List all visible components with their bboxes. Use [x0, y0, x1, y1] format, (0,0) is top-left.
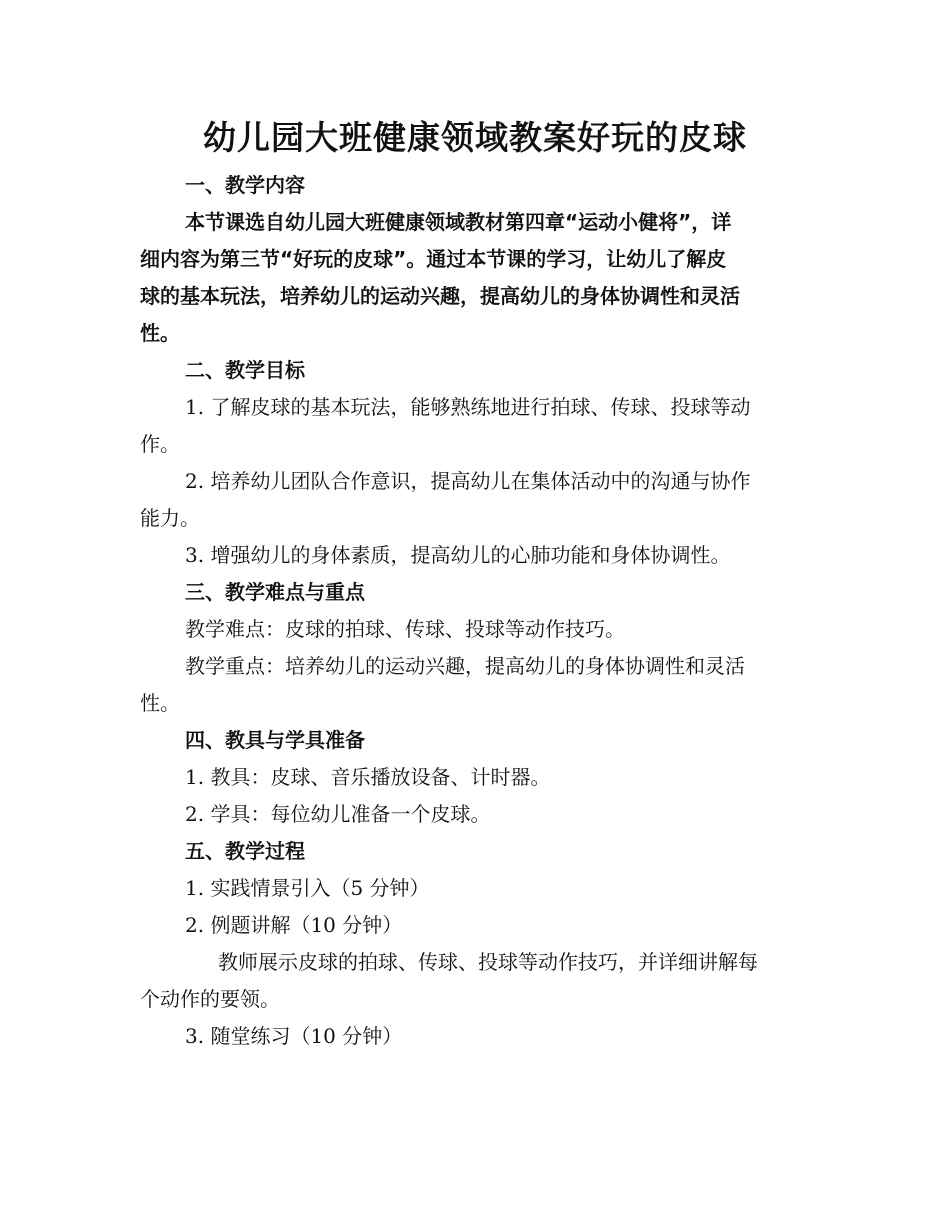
section-heading-key-points: 三、教学难点与重点: [185, 580, 365, 604]
key-point-text: 教学重点：培养幼儿的运动兴趣，提高幼儿的身体协调性和灵活: [185, 654, 745, 678]
objective-item-continuation: 作。: [140, 432, 180, 456]
objective-item: 3. 增强幼儿的身体素质，提高幼儿的心肺功能和身体协调性。: [185, 543, 731, 567]
key-point-continuation: 性。: [140, 691, 180, 715]
process-step-description: 教师展示皮球的拍球、传球、投球等动作技巧，并详细讲解每: [218, 950, 758, 974]
document-title: 幼儿园大班健康领域教案好玩的皮球: [203, 118, 747, 157]
process-step-description-continuation: 个动作的要领。: [140, 987, 280, 1011]
content-paragraph-line: 本节课选自幼儿园大班健康领域教材第四章“运动小健将”，详: [185, 210, 732, 234]
process-step: 3. 随堂练习（10 分钟）: [185, 1024, 403, 1048]
section-heading-process: 五、教学过程: [185, 839, 305, 863]
objective-item-continuation: 能力。: [140, 506, 200, 530]
objective-item: 1. 了解皮球的基本玩法，能够熟练地进行拍球、传球、投球等动: [185, 395, 751, 419]
content-paragraph-line: 细内容为第三节“好玩的皮球”。通过本节课的学习，让幼儿了解皮: [140, 247, 727, 271]
content-paragraph-line: 球的基本玩法，培养幼儿的运动兴趣，提高幼儿的身体协调性和灵活: [140, 284, 740, 308]
section-heading-content: 一、教学内容: [185, 173, 305, 197]
materials-item: 2. 学具：每位幼儿准备一个皮球。: [185, 802, 491, 826]
process-step: 1. 实践情景引入（5 分钟）: [185, 876, 430, 900]
difficulty-text: 教学难点：皮球的拍球、传球、投球等动作技巧。: [185, 617, 625, 641]
content-paragraph-line: 性。: [140, 321, 180, 345]
section-heading-materials: 四、教具与学具准备: [185, 728, 365, 752]
materials-item: 1. 教具：皮球、音乐播放设备、计时器。: [185, 765, 551, 789]
process-step: 2. 例题讲解（10 分钟）: [185, 913, 403, 937]
section-heading-objectives: 二、教学目标: [185, 358, 305, 382]
objective-item: 2. 培养幼儿团队合作意识，提高幼儿在集体活动中的沟通与协作: [185, 469, 751, 493]
